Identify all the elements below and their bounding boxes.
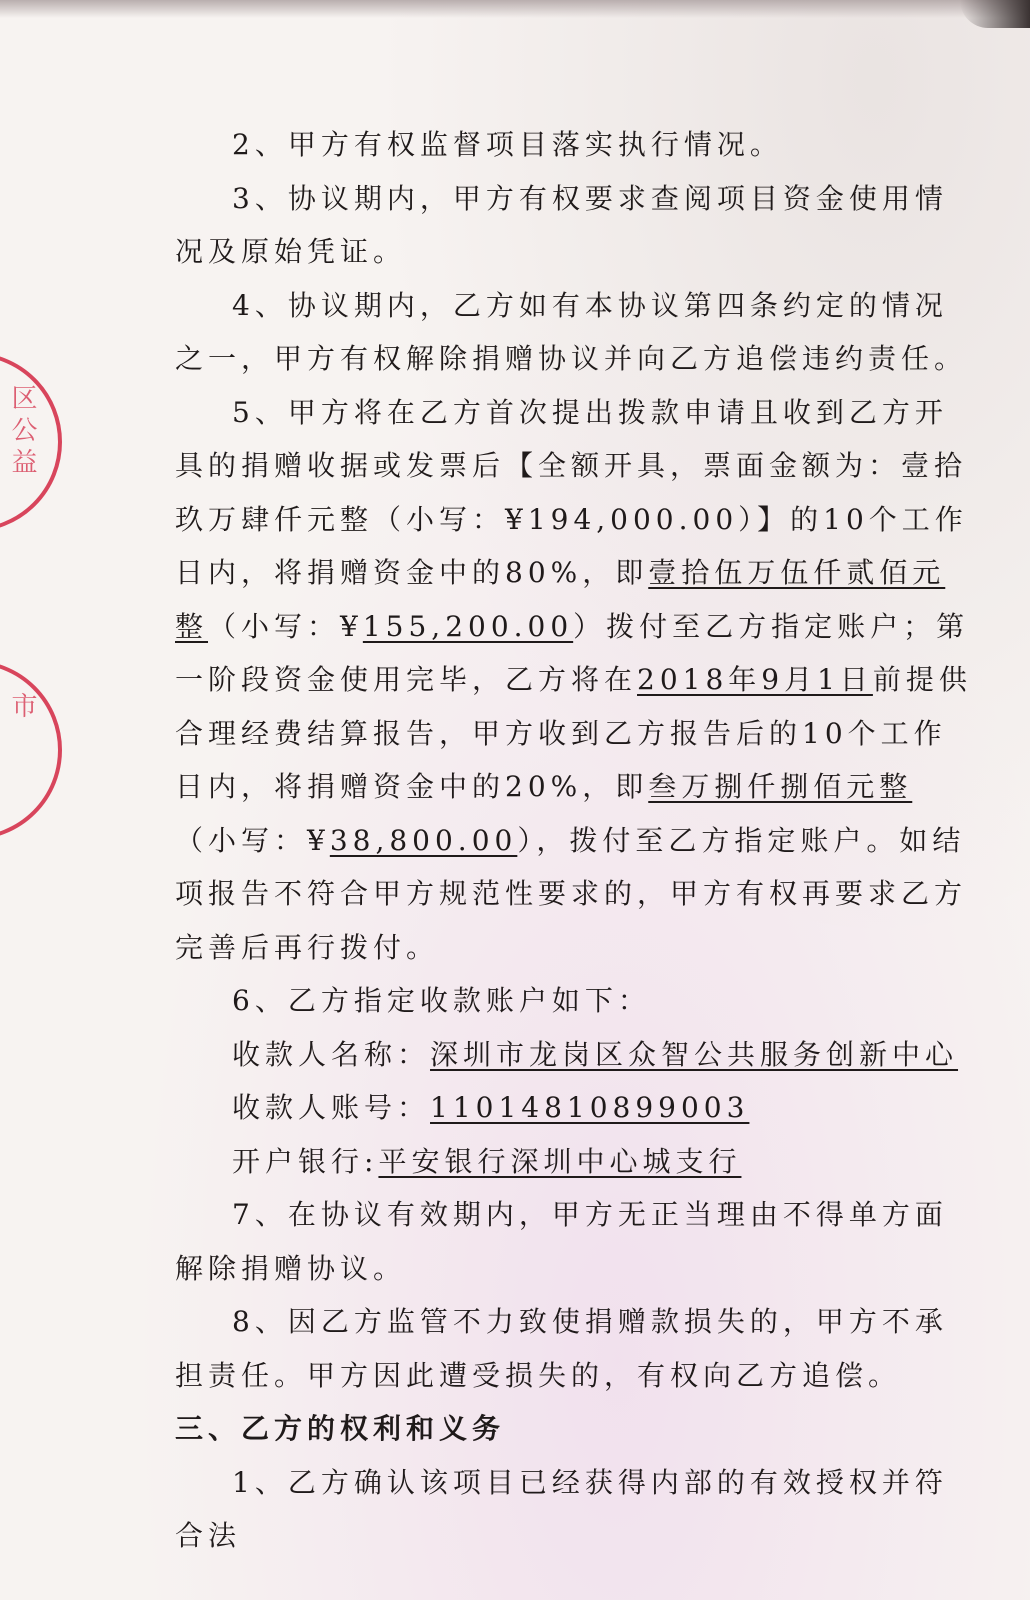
payee-name-label: 收款人名称： [232,1037,431,1071]
clause-5-text: 前提供合理经费结算报告，甲方收到乙方报告后的10个工作日内，将捐赠资金中的20%，即 [175,663,972,803]
clause-5 [175,386,975,975]
bank-line [175,1135,975,1189]
scan-edge-shadow [0,0,1030,18]
section-heading: 三、乙方的权利和义务 [175,1412,506,1445]
section-3-clause-1: 1、乙方确认该项目已经获得内部的有效授权并符合法 [175,1465,948,1552]
clause-2: 2、甲方有权监督项目落实执行情况。 [232,128,783,161]
bank-label: 开户银行: [232,1144,379,1178]
payee-account-label: 收款人账号： [232,1091,431,1124]
scan-corner-shadow [960,0,1030,28]
clause-6: 6、乙方指定收款账户如下： [232,984,651,1017]
red-seal-stamp [0,352,62,532]
seal-text: 区公益 [7,384,37,480]
amount-20-words: 叁万捌仟捌佰元整 [648,770,913,803]
clause-5-text: （小写：¥ [208,609,363,643]
amount-80-words: 壹拾伍万伍仟贰佰元整 [175,556,946,643]
bank-name: 平安银行深圳中心城支行 [378,1144,742,1178]
red-seal-stamp [0,660,62,840]
payee-name-line [175,1028,975,1082]
clause-5-text: ）拨付至乙方指定账户；第一阶段资金使用完毕，乙方将在 [175,609,970,696]
clause-5-text: 5、甲方将在乙方首次提出拨款申请且收到乙方开具的捐赠收据或发票后【全额开具，票面金额为：壹拾玖万肆仟元整（小写：¥194,000.00）】的10个工作日内，将捐赠资金中的80%，即 [175,395,968,589]
clause-5-text: ），拨付至乙方指定账户。如结项报告不符合甲方规范性要求的，甲方有权再要求乙方完善后再行拨付。 [175,823,968,964]
clause-8: 8、因乙方监管不力致使捐赠款损失的，甲方不承担责任。甲方因此遭受损失的，有权向乙方追偿。 [175,1305,948,1392]
payee-account: 11014810899003 [430,1091,750,1124]
payee-account-line [175,1081,975,1135]
payee-name: 深圳市龙岗区众智公共服务创新中心 [430,1037,959,1071]
report-deadline-date: 2018年9月1日 [637,663,873,696]
clause-5-text: （小写：¥ [175,823,330,857]
document-body [175,118,975,1563]
amount-80-figure: 155,200.00 [362,609,574,643]
seal-text: 市 [7,692,37,724]
amount-20-figure: 38,800.00 [329,823,518,857]
clause-3: 3、协议期内，甲方有权要求查阅项目资金使用情况及原始凭证。 [175,181,948,268]
clause-4: 4、协议期内，乙方如有本协议第四条约定的情况之一，甲方有权解除捐赠协议并向乙方追偿违约责任。 [175,288,968,375]
clause-7: 7、在协议有效期内，甲方无正当理由不得单方面解除捐赠协议。 [175,1198,948,1285]
